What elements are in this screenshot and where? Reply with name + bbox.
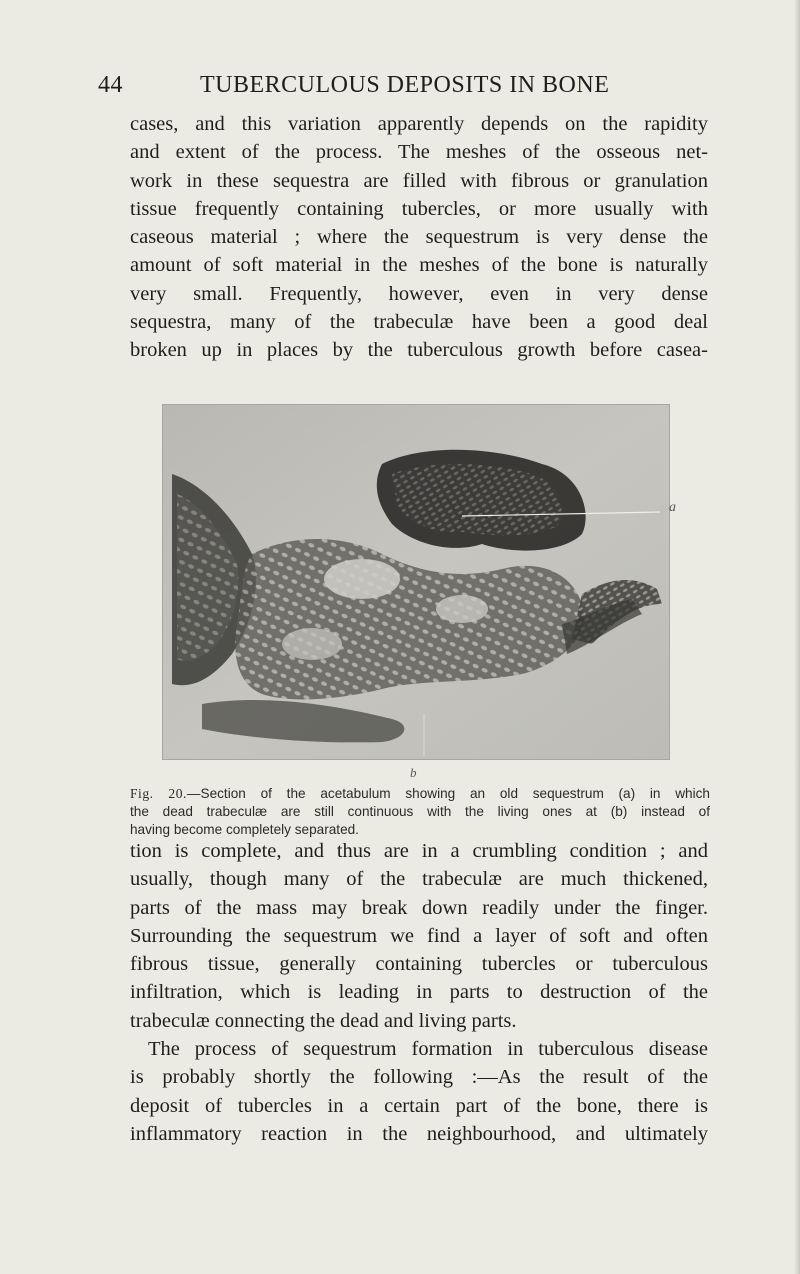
- text-line: parts of the mass may break down readily under the finger.: [130, 896, 708, 919]
- micrograph-image: [162, 404, 670, 760]
- text-line: caseous material ; where the sequestrum is very dense the: [130, 226, 708, 249]
- text-line: deposit of tubercles in a certain part of the bone, there is: [130, 1094, 708, 1117]
- text-line: sequestra, many of the trabeculæ have been a good deal: [130, 311, 708, 334]
- figure-label-a: a: [669, 500, 676, 515]
- paragraph-bottom: [130, 837, 708, 1148]
- text-line: usually, though many of the trabeculæ are much thickened,: [130, 868, 708, 891]
- text-line: tion is complete, and thus are in a crumbling condition ; and: [130, 840, 708, 862]
- page-number: 44: [98, 72, 123, 98]
- figure-sequestrum-photo: [162, 404, 670, 760]
- text-line: cases, and this variation apparently depends on the rapidity: [130, 113, 708, 135]
- running-title: TUBERCULOUS DEPOSITS IN BONE: [200, 72, 610, 98]
- text-line: The process of sequestrum formation in tuberculous disease: [148, 1038, 708, 1061]
- paragraph-top: [130, 110, 708, 365]
- caption-text: having become completely separated.: [130, 822, 359, 837]
- text-line: trabeculæ connecting the dead and living parts.: [130, 1009, 517, 1032]
- text-line: and extent of the process. The meshes of the osseous net-: [130, 141, 708, 164]
- figure-caption: [130, 785, 710, 839]
- figure-label-b: b: [410, 765, 417, 780]
- text-line: work in these sequestra are filled with fibrous or granulation: [130, 169, 708, 192]
- text-line: broken up in places by the tuberculous growth before casea-: [130, 339, 708, 362]
- caption-line: [130, 803, 710, 821]
- page-edge: [794, 0, 800, 1274]
- text-line: inflammatory reaction in the neighbourhood, and ultimately: [130, 1122, 708, 1145]
- text-line: tissue frequently containing tubercles, or more usually with: [130, 197, 708, 220]
- caption-text: the dead trabeculæ are still continuous with the living ones at (b) instead of: [130, 804, 710, 819]
- caption-fig-label: Fig. 20.: [130, 786, 187, 801]
- text-line: very small. Frequently, however, even in very dense: [130, 282, 708, 305]
- caption-text: —Section of the acetabulum showing an old sequestrum (a) in which: [186, 786, 710, 801]
- text-line: fibrous tissue, generally containing tubercles or tuberculous: [130, 953, 708, 976]
- text-line: amount of soft material in the meshes of the bone is naturally: [130, 254, 708, 277]
- caption-line: [130, 785, 710, 803]
- text-line: is probably shortly the following :—As the result of the: [130, 1066, 708, 1089]
- text-line: Surrounding the sequestrum we find a layer of soft and often: [130, 924, 708, 947]
- text-line: infiltration, which is leading in parts to destruction of the: [130, 981, 708, 1004]
